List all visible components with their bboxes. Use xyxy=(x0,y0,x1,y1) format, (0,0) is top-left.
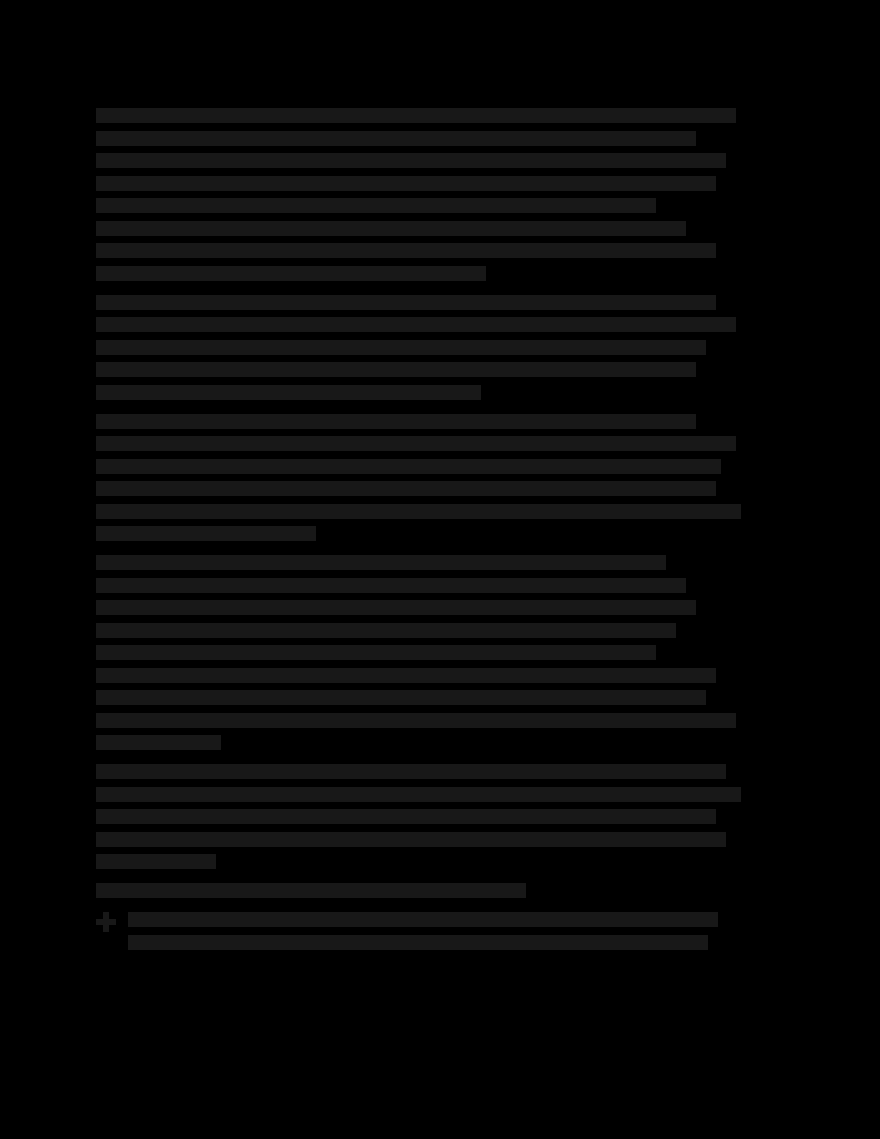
text-line xyxy=(96,198,656,213)
text-line xyxy=(96,883,526,898)
paragraph-2 xyxy=(96,295,746,400)
text-line xyxy=(96,690,706,705)
text-line xyxy=(96,108,736,123)
text-line xyxy=(96,340,706,355)
text-line xyxy=(96,436,736,451)
text-line xyxy=(96,668,716,683)
paragraph-4 xyxy=(96,555,746,750)
text-line xyxy=(96,221,686,236)
text-line xyxy=(96,645,656,660)
text-line xyxy=(96,362,696,377)
bullet-text xyxy=(128,912,746,957)
text-line xyxy=(96,131,696,146)
bullet-item-1 xyxy=(96,912,746,957)
text-line xyxy=(96,385,481,400)
text-line xyxy=(96,526,316,541)
text-line xyxy=(96,295,716,310)
text-line xyxy=(96,713,736,728)
text-line xyxy=(96,504,741,519)
text-line xyxy=(96,153,726,168)
text-line xyxy=(128,912,718,927)
text-line xyxy=(96,809,716,824)
text-line xyxy=(96,854,216,869)
paragraph-3 xyxy=(96,414,746,542)
text-line xyxy=(96,176,716,191)
text-line xyxy=(96,266,486,281)
paragraph-6 xyxy=(96,883,746,898)
text-line xyxy=(96,578,686,593)
text-line xyxy=(96,832,726,847)
text-line xyxy=(128,935,708,950)
text-line xyxy=(96,481,716,496)
text-line xyxy=(96,414,696,429)
text-line xyxy=(96,459,721,474)
paragraph-1 xyxy=(96,108,746,281)
text-line xyxy=(96,735,221,750)
document-page xyxy=(96,108,746,957)
text-line xyxy=(96,787,741,802)
plus-bullet-icon xyxy=(96,912,116,932)
text-line xyxy=(96,623,676,638)
text-line xyxy=(96,317,736,332)
text-line xyxy=(96,600,696,615)
paragraph-5 xyxy=(96,764,746,869)
text-line xyxy=(96,243,716,258)
text-line xyxy=(96,764,726,779)
text-line xyxy=(96,555,666,570)
